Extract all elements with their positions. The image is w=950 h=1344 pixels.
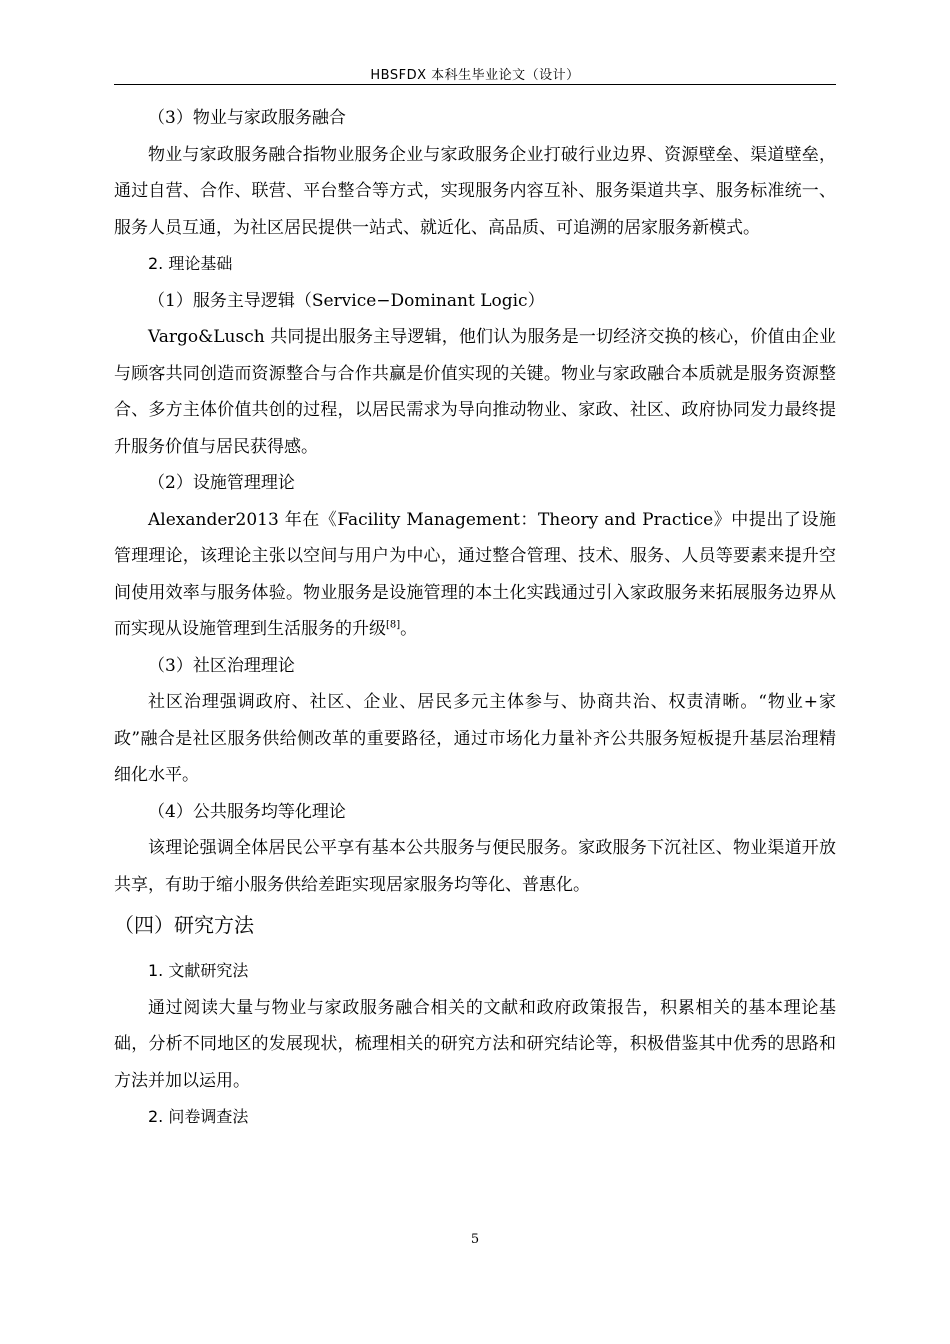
subheading-facility-management: （2）设施管理理论 — [148, 473, 295, 493]
subheading-service-dominant-logic: （1）服务主导逻辑（Service−Dominant Logic） — [148, 290, 545, 311]
paragraph-facility-management — [114, 502, 836, 648]
section-heading-questionnaire: 2. 问卷调查法 — [148, 1107, 249, 1126]
page-number: 5 — [470, 1232, 480, 1247]
citation-ref: [8] — [386, 619, 401, 631]
header-rule — [114, 84, 836, 85]
paragraph-literature-review: 通过阅读大量与物业与家政服务融合相关的文献和政府政策报告，积累相关的基本理论基础，分析不同地区的发展现状，梳理相关的研究方法和研究结论等，积极借鉴其中优秀的思路和方法并加以运用。 — [114, 997, 836, 1091]
subheading-community-governance: （3）社区治理理论 — [148, 655, 295, 676]
running-header: HBSFDX 本科生毕业论文（设计） — [370, 68, 580, 83]
paragraph-definition: 物业与家政服务融合指物业服务企业与家政服务企业打破行业边界、资源壁垒、渠道壁垒，通过自营、合作、联营、平台整合等方式，实现服务内容互补、服务渠道共享、服务标准统一、服务人员互通，为社区居民提供一站式、就近化、高品质、可追溯的居家服务新模式。 — [114, 144, 836, 238]
paragraph-facility-tail: 。 — [400, 619, 418, 639]
page-body — [114, 100, 836, 1136]
paragraph-sdl: Vargo&Lusch 共同提出服务主导逻辑，他们认为服务是一切经济交换的核心，价值由企业与顾客共同创造而资源整合与合作共赢是价值实现的关键。物业与家政融合本质就是服务资源整合、多方主体价值共创的过程，以居民需求为导向推动物业、家政、社区、政府协同发力最终提升服务价值与居民获得感。 — [114, 327, 836, 457]
section-heading-literature-review: 1. 文献研究法 — [148, 961, 249, 980]
section-heading-theory: 2. 理论基础 — [148, 254, 233, 273]
subheading-property-housekeeping-integration: （3）物业与家政服务融合 — [148, 108, 346, 128]
paragraph-community-governance: 社区治理强调政府、社区、企业、居民多元主体参与、协商共治、权责清晰。“物业+家政”融合是社区服务供给侧改革的重要路径，通过市场化力量补齐公共服务短板提升基层治理精细化水平。 — [114, 692, 836, 785]
chapter-heading-research-methods: （四）研究方法 — [114, 913, 254, 937]
paragraph-facility-text: Alexander2013 年在《Facility Management：Theory and Practice》中提出了设施管理理论，该理论主张以空间与用户为中心，通过整合管理、技术、服务、人员等要素来提升空间使用效率与服务体验。物业服务是设施管理的本土化实践通过引入家政服务来拓展服务边界从而实现从设施管理到生活服务的升级 — [114, 509, 836, 639]
paragraph-public-service: 该理论强调全体居民公平享有基本公共服务与便民服务。家政服务下沉社区、物业渠道开放共享，有助于缩小服务供给差距实现居家服务均等化、普惠化。 — [114, 838, 836, 895]
subheading-public-service-equalization: （4）公共服务均等化理论 — [148, 801, 346, 822]
